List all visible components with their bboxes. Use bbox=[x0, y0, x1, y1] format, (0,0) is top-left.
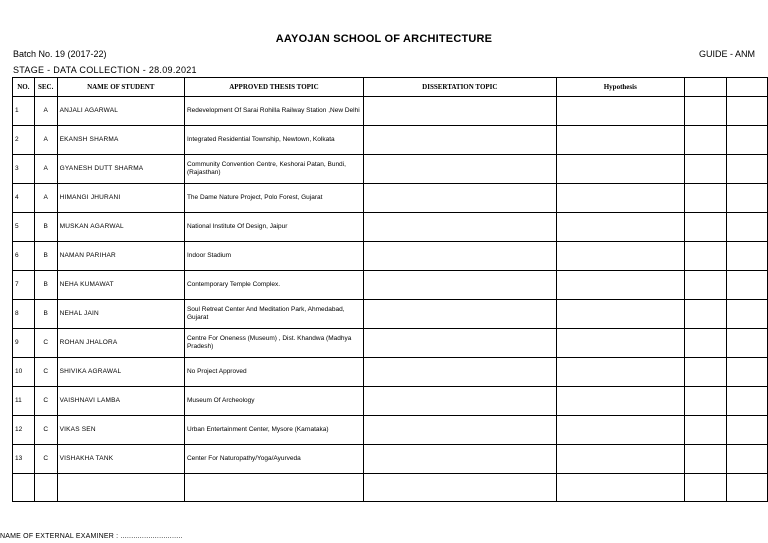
table-row bbox=[13, 271, 768, 300]
cell-sec: C bbox=[34, 387, 57, 416]
cell-thesis-topic: The Dame Nature Project, Polo Forest, Gujarat bbox=[184, 184, 363, 213]
cell-thesis-topic: National Institute Of Design, Jaipur bbox=[184, 213, 363, 242]
cell-sec: C bbox=[34, 416, 57, 445]
cell-hypothesis bbox=[556, 271, 684, 300]
col-header-hypothesis: Hypothesis bbox=[556, 78, 684, 97]
cell-thesis-topic: Urban Entertainment Center, Mysore (Karnataka) bbox=[184, 416, 363, 445]
cell-no: 9 bbox=[13, 329, 35, 358]
cell-sec: B bbox=[34, 213, 57, 242]
col-header-topic: APPROVED THESIS TOPIC bbox=[184, 78, 363, 97]
cell-dissertation bbox=[363, 184, 556, 213]
table-row bbox=[13, 97, 768, 126]
cell-thesis-topic: Center For Naturopathy/Yoga/Ayurveda bbox=[184, 445, 363, 474]
table-header-row bbox=[13, 78, 768, 97]
cell-student-name: VISHAKHA TANK bbox=[57, 445, 184, 474]
cell-hypothesis bbox=[556, 242, 684, 271]
cell-hypothesis bbox=[556, 97, 684, 126]
cell-dissertation bbox=[363, 271, 556, 300]
cell-dissertation bbox=[363, 155, 556, 184]
cell-hypothesis bbox=[556, 213, 684, 242]
cell-student-name: VAISHNAVI LAMBA bbox=[57, 387, 184, 416]
cell-extra-2 bbox=[726, 126, 767, 155]
cell-hypothesis bbox=[556, 387, 684, 416]
table-row bbox=[13, 387, 768, 416]
cell-hypothesis bbox=[556, 358, 684, 387]
cell-student-name: EKANSH SHARMA bbox=[57, 126, 184, 155]
cell-dissertation bbox=[363, 358, 556, 387]
cell-extra-1 bbox=[684, 126, 726, 155]
col-header-extra-1 bbox=[684, 78, 726, 97]
cell-extra-1 bbox=[684, 271, 726, 300]
table-row bbox=[13, 184, 768, 213]
cell-dissertation bbox=[363, 97, 556, 126]
cell-extra-1 bbox=[684, 387, 726, 416]
cell-student-name: SHIVIKA AGRAWAL bbox=[57, 358, 184, 387]
cell-extra-2 bbox=[726, 213, 767, 242]
cell-student-name: HIMANGI JHURANI bbox=[57, 184, 184, 213]
cell-dissertation bbox=[363, 300, 556, 329]
cell-sec: A bbox=[34, 184, 57, 213]
cell-student-name: ANJALI AGARWAL bbox=[57, 97, 184, 126]
table-row bbox=[13, 155, 768, 184]
cell-thesis-topic: Soul Retreat Center And Meditation Park, Ahmedabad, Gujarat bbox=[184, 300, 363, 329]
cell-student-name: VIKAS SEN bbox=[57, 416, 184, 445]
cell-extra-2 bbox=[726, 358, 767, 387]
cell-extra-1 bbox=[684, 184, 726, 213]
cell-dissertation bbox=[363, 329, 556, 358]
cell-thesis-topic: Indoor Stadium bbox=[184, 242, 363, 271]
table-row bbox=[13, 213, 768, 242]
cell-sec: C bbox=[34, 445, 57, 474]
table-row bbox=[13, 358, 768, 387]
blank-row bbox=[13, 474, 768, 502]
col-header-no: NO. bbox=[13, 78, 35, 97]
cell-sec: A bbox=[34, 155, 57, 184]
cell-no: 13 bbox=[13, 445, 35, 474]
col-header-sec: SEC. bbox=[34, 78, 57, 97]
cell-dissertation bbox=[363, 242, 556, 271]
table-row bbox=[13, 242, 768, 271]
cell-sec: A bbox=[34, 126, 57, 155]
cell-thesis-topic: Integrated Residential Township, Newtown, Kolkata bbox=[184, 126, 363, 155]
cell-extra-1 bbox=[684, 242, 726, 271]
batch-label: Batch No. 19 (2017-22) bbox=[13, 49, 107, 59]
cell-student-name: NEHA KUMAWAT bbox=[57, 271, 184, 300]
cell-thesis-topic: Community Convention Centre, Keshorai Patan, Bundi, (Rajasthan) bbox=[184, 155, 363, 184]
cell-extra-2 bbox=[726, 155, 767, 184]
cell-extra-1 bbox=[684, 445, 726, 474]
cell-student-name: ROHAN JHALORA bbox=[57, 329, 184, 358]
cell-no: 11 bbox=[13, 387, 35, 416]
cell-no: 12 bbox=[13, 416, 35, 445]
table-row bbox=[13, 445, 768, 474]
cell-extra-2 bbox=[726, 242, 767, 271]
guide-label: GUIDE - ANM bbox=[698, 49, 755, 59]
cell-extra-2 bbox=[726, 300, 767, 329]
cell-no: 8 bbox=[13, 300, 35, 329]
col-header-extra-2 bbox=[726, 78, 767, 97]
cell-extra-1 bbox=[684, 155, 726, 184]
cell-hypothesis bbox=[556, 184, 684, 213]
cell-hypothesis bbox=[556, 126, 684, 155]
cell-extra-2 bbox=[726, 184, 767, 213]
cell-extra-1 bbox=[684, 358, 726, 387]
cell-sec: C bbox=[34, 329, 57, 358]
cell-student-name: NEHAL JAIN bbox=[57, 300, 184, 329]
cell-no: 6 bbox=[13, 242, 35, 271]
cell-hypothesis bbox=[556, 329, 684, 358]
cell-dissertation bbox=[363, 445, 556, 474]
cell-extra-2 bbox=[726, 97, 767, 126]
col-header-dissertation: DISSERTATION TOPIC bbox=[363, 78, 556, 97]
student-table bbox=[12, 77, 768, 502]
table-row bbox=[13, 329, 768, 358]
cell-student-name: NAMAN PARIHAR bbox=[57, 242, 184, 271]
cell-thesis-topic: Museum Of Archeology bbox=[184, 387, 363, 416]
cell-hypothesis bbox=[556, 300, 684, 329]
school-title: AAYOJAN SCHOOL OF ARCHITECTURE bbox=[275, 33, 493, 45]
cell-hypothesis bbox=[556, 155, 684, 184]
cell-dissertation bbox=[363, 416, 556, 445]
cell-extra-1 bbox=[684, 329, 726, 358]
cell-no: 3 bbox=[13, 155, 35, 184]
cell-no: 2 bbox=[13, 126, 35, 155]
cell-extra-1 bbox=[684, 300, 726, 329]
cell-extra-2 bbox=[726, 271, 767, 300]
cell-no: 7 bbox=[13, 271, 35, 300]
cell-hypothesis bbox=[556, 445, 684, 474]
cell-extra-1 bbox=[684, 416, 726, 445]
table-row bbox=[13, 126, 768, 155]
cell-no: 10 bbox=[13, 358, 35, 387]
cell-no: 1 bbox=[13, 97, 35, 126]
cell-dissertation bbox=[363, 126, 556, 155]
table-body bbox=[13, 97, 768, 502]
cell-hypothesis bbox=[556, 416, 684, 445]
cell-extra-2 bbox=[726, 387, 767, 416]
cell-extra-1 bbox=[684, 97, 726, 126]
cell-sec: A bbox=[34, 97, 57, 126]
cell-student-name: MUSKAN AGARWAL bbox=[57, 213, 184, 242]
external-examiner-line: NAME OF EXTERNAL EXAMINER : ............................. bbox=[0, 533, 183, 540]
cell-extra-2 bbox=[726, 416, 767, 445]
table-row bbox=[13, 300, 768, 329]
cell-extra-2 bbox=[726, 329, 767, 358]
cell-thesis-topic: No Project Approved bbox=[184, 358, 363, 387]
cell-sec: B bbox=[34, 242, 57, 271]
cell-no: 5 bbox=[13, 213, 35, 242]
cell-sec: B bbox=[34, 271, 57, 300]
cell-thesis-topic: Contemporary Temple Complex. bbox=[184, 271, 363, 300]
cell-extra-2 bbox=[726, 445, 767, 474]
cell-dissertation bbox=[363, 387, 556, 416]
stage-label: STAGE - DATA COLLECTION - 28.09.2021 bbox=[13, 65, 197, 75]
cell-student-name: GYANESH DUTT SHARMA bbox=[57, 155, 184, 184]
cell-sec: B bbox=[34, 300, 57, 329]
cell-thesis-topic: Centre For Oneness (Museum) , Dist. Khandwa (Madhya Pradesh) bbox=[184, 329, 363, 358]
cell-thesis-topic: Redevelopment Of Sarai Rohilla Railway Station ,New Delhi bbox=[184, 97, 363, 126]
cell-extra-1 bbox=[684, 213, 726, 242]
cell-no: 4 bbox=[13, 184, 35, 213]
cell-dissertation bbox=[363, 213, 556, 242]
cell-sec: C bbox=[34, 358, 57, 387]
table-row bbox=[13, 416, 768, 445]
col-header-name: NAME OF STUDENT bbox=[57, 78, 184, 97]
